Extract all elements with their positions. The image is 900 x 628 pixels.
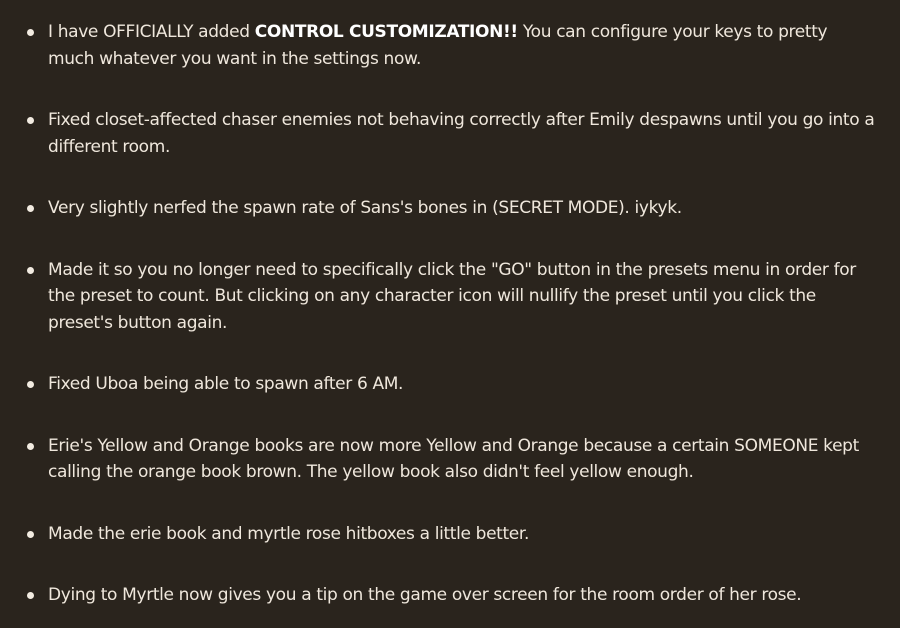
bullet-icon bbox=[27, 443, 34, 450]
changelog-item-text: Made it so you no longer need to specifically click the "GO" button in the presets menu in order for the preset to count. But clicking on any character icon will nullify the preset until you click the preset's button again. bbox=[48, 259, 856, 333]
changelog-item-text: Erie's Yellow and Orange books are now more Yellow and Orange because a certain SOMEONE kept calling the orange book brown. The yellow book also didn't feel yellow enough. bbox=[48, 435, 859, 482]
bullet-icon bbox=[27, 381, 34, 388]
changelog-item-text: Fixed closet-affected chaser enemies not behaving correctly after Emily despawns until you go into a different room. bbox=[48, 110, 875, 157]
bullet-icon bbox=[27, 29, 34, 36]
changelog-item-uboa-fix bbox=[0, 371, 900, 398]
changelog-item-text: Very slightly nerfed the spawn rate of Sans's bones in (SECRET MODE). iykyk. bbox=[48, 198, 682, 218]
changelog-item-text: Fixed Uboa being able to spawn after 6 AM. bbox=[48, 374, 404, 394]
bullet-icon bbox=[27, 531, 34, 538]
changelog-item-myrtle-tip bbox=[0, 582, 900, 609]
bullet-icon bbox=[27, 117, 34, 124]
changelog-item-sans-nerf bbox=[0, 195, 900, 222]
changelog-item-control-customization bbox=[0, 19, 900, 72]
changelog-item-text: Dying to Myrtle now gives you a tip on the game over screen for the room order of her rose. bbox=[48, 585, 802, 605]
bullet-icon bbox=[27, 592, 34, 599]
changelog-item-text: Made the erie book and myrtle rose hitboxes a little better. bbox=[48, 523, 530, 544]
changelog-item-closet-chaser-fix bbox=[0, 107, 900, 160]
changelog-item-hitboxes bbox=[0, 521, 900, 548]
changelog-item-presets-go-button bbox=[0, 257, 900, 337]
bullet-icon bbox=[27, 205, 34, 212]
changelog-item-erie-books-color bbox=[0, 433, 900, 486]
bullet-icon bbox=[27, 267, 34, 274]
changelog-item-text: I have OFFICIALLY added bbox=[48, 22, 255, 42]
changelog-item-emphasis: CONTROL CUSTOMIZATION!! bbox=[254, 22, 518, 42]
changelog-item-text: You can configure your keys to pretty much whatever you want in the settings now. bbox=[48, 22, 828, 69]
